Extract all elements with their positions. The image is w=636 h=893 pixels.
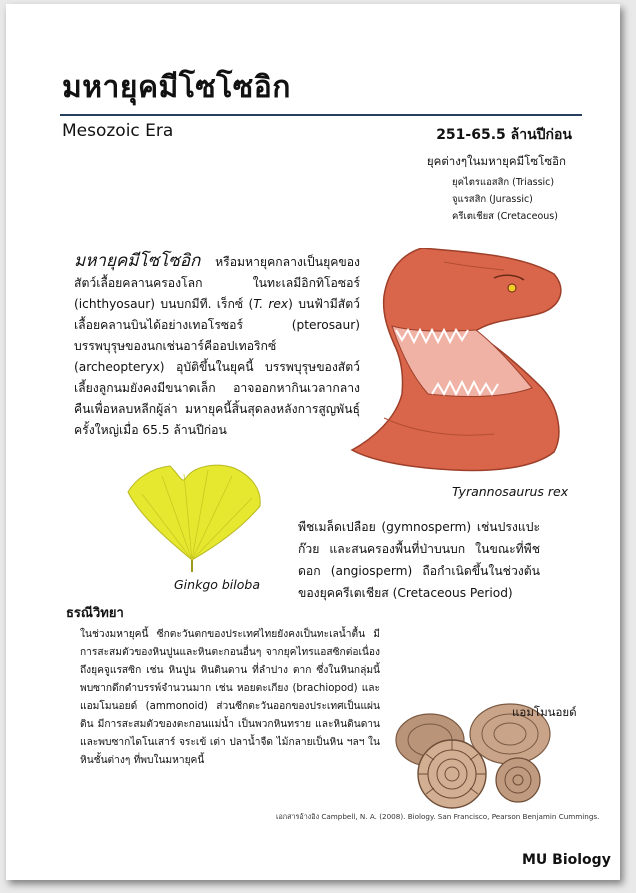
geology-paragraph: ในช่วงมหายุคนี้ ซีกตะวันตกของประเทศไทยยังคงเป็นทะเลน้ำตื้น มีการสะสมตัวของหินปูนและหินตะกอนอื่นๆ จากยุคไทรแอสซิกต่อเนื่องถึงยุคจูแรสซิก เช่น หินปูน หินดินดาน ที่ลำปาง ตาก ซึ่งในหินกลุ่มนี้ พบซากดึกดำบรรพ์จำนวนมาก เช่น หอยตะเกียง (brachiopod) และแอมโมนอยด์ (ammonoid) ส่วนซีกตะวันออกของประเทศเป็นแผ่นดิน มีการสะสมตัวของตะกอนแม่น้ำ เป็นพวกหินทราย และหินดินดาน และพบซากไดโนเสาร์ จระเข้ เต่า ปลาน้ำจืด ไม้กลายเป็นหิน ฯลฯ ในหินชั้นต่างๆ ที่พบในมหายุคนี้ xyxy=(80,629,380,766)
title-divider xyxy=(60,114,582,116)
periods-list xyxy=(452,174,558,225)
intro-lead: มหายุคมีโซโซอิก xyxy=(74,251,201,271)
reference-note: เอกสารอ้างอิง Campbell, N. A. (2008). Biology. San Francisco, Pearson Benjamin Cummings. xyxy=(276,812,600,821)
era-time-range: 251-65.5 ล้านปีก่อน xyxy=(436,127,572,143)
trex-caption: Tyrannosaurus rex xyxy=(452,484,569,499)
intro-text-1: หรือมหายุคกลางเป็นยุคของสัตว์เลื้อยคลานครองโลก ในทะเลมีอิกทิโอซอร์ (ichthyosaur) บนบกมีที. เร็กซ์ ( xyxy=(74,255,360,311)
ginkgo-leaf-illustration-icon xyxy=(122,462,266,574)
poster-page xyxy=(6,4,620,880)
periods-heading: ยุคต่างๆในมหายุคมีโซโซอิก xyxy=(426,154,566,168)
ginkgo-caption: Ginkgo biloba xyxy=(174,577,260,592)
intro-text-2: ) บนฟ้ามีสัตว์เลื้อยคลานบินได้อย่างเทอโรซอร์ (pterosaur) บรรพบุรุษของนกเช่นอาร์คีออปเทอริกซ์ (archeopteryx) อุบัติขึ้นในยุคนี้ บรรพบุรุษของสัตว์เลี้ยงลูกนมยังคงมีขนาดเล็ก อาจออกหากินเวลากลางคืนเพื่อหลบหลีกผู้ล่า มหายุคนี้สิ้นสุดลงหลังการสูญพันธุ์ครั้งใหญ่เมื่อ 65.5 ล้านปีก่อน xyxy=(74,297,360,437)
period-jurassic: จูแรสสิก (Jurassic) xyxy=(452,194,533,205)
period-cretaceous: ครีเตเชียส (Cretaceous) xyxy=(452,211,558,222)
mu-biology-logo: MU Biology xyxy=(522,852,611,868)
plants-paragraph: พืชเมล็ดเปลือย (gymnosperm) เช่นปรงแปะก๊วย และสนครองพื้นที่ป่าบนบก ในขณะที่พืชดอก (angiosperm) ถือกำเนิดขึ้นในช่วงต้นของยุคครีเตเชียส (Cretaceous Period) xyxy=(298,520,540,600)
trex-illustration-icon xyxy=(344,248,568,474)
period-triassic: ยุคไตรแอสสิก (Triassic) xyxy=(452,177,555,188)
intro-trex-abbr: T. rex xyxy=(253,297,289,311)
page-title: มหายุคมีโซโซอิก xyxy=(62,70,291,105)
intro-paragraph xyxy=(74,251,360,441)
era-english-name: Mesozoic Era xyxy=(62,121,174,141)
geology-heading: ธรณีวิทยา xyxy=(66,606,124,621)
ammonoid-caption: แอมโมนอยด์ xyxy=(512,705,577,719)
